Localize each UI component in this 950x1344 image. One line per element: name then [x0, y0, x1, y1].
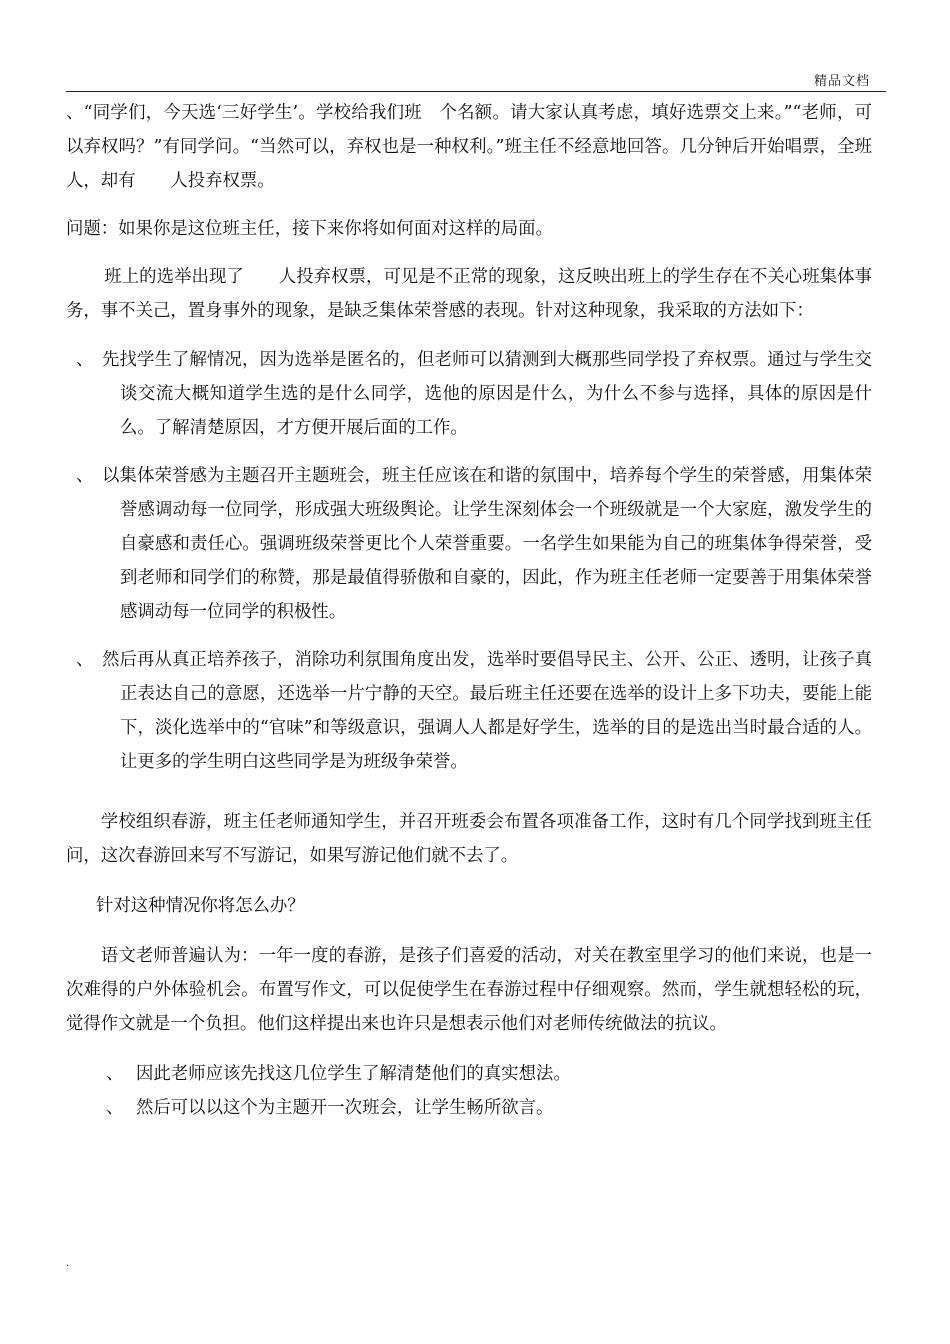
paragraph-answer-2: 语文老师普遍认为：一年一度的春游，是孩子们喜爱的活动，对关在教室里学习的他们来说，也是一次难得的户外体验机会。布置写作文，可以促使学生在春游过程中仔细观察。然而，学生就想轻松的玩，觉得作文就是一个负担。他们这样提出来也许只是想表示他们对老师传统做法的抗议。 — [66, 946, 872, 1034]
paragraph-spring-trip: 学校组织春游，班主任老师通知学生，并召开班委会布置各项准备工作，这时有几个同学找到班主任 问，这次春游回来写不写游记，如果写游记他们就不去了。 — [66, 812, 890, 866]
list-item — [66, 643, 872, 779]
paragraph-intro: 班上的选举出现了 人投弃权票，可见是不正常的现象，这反映出班上的学生存在不关心班集体事务，事不关己，置身事外的现象，是缺乏集体荣誉感的表现。针对这种现象，我采取的方法如下： — [66, 267, 872, 321]
action-list — [66, 1057, 872, 1125]
paragraph-question: 问题：如果你是这位班主任，接下来你将如何面对这样的局面。 — [66, 219, 553, 239]
list-item — [106, 1091, 872, 1125]
header-label: 精品文档 — [813, 74, 870, 89]
list-marker: 、 — [76, 350, 94, 370]
list-marker: 、 — [76, 466, 94, 486]
footer-mark: . — [66, 1258, 70, 1269]
list-item-text: 因此老师应该先找这几位学生了解清楚他们的真实想法。 — [136, 1064, 571, 1084]
list-item — [66, 459, 872, 629]
list-item — [66, 343, 872, 445]
list-item-text: 然后可以以这个为主题开一次班会，让学生畅所欲言。 — [136, 1098, 554, 1118]
list-item-text: 以集体荣誉感为主题召开主题班会，班主任应该在和谐的氛围中，培养每个学生的荣誉感，用集体荣誉感调动每一位同学，形成强大班级舆论。让学生深刻体会一个班级就是一个大家庭，激发学生的自豪感和责任心。强调班级荣誉更比个人荣誉重要。一名学生如果能为自己的班集体争得荣誉，受到老师和同学们的称赞，那是最值得骄傲和自豪的，因此，作为班主任老师一定要善于用集体荣誉感调动每一位同学的积极性。 — [102, 466, 872, 622]
header-rule — [66, 91, 886, 92]
document-body — [66, 96, 907, 1125]
list-item — [106, 1057, 872, 1091]
paragraph-scenario: 、“同学们，今天选‘三好学生’。学校给我们班 个名额。请大家认真考虑，填好选票交上来。”“老师，可以弃权吗？”有同学问。“当然可以，弃权也是一种权利。”班主任不经意地回答。几分钟后开始唱票，全班 人，却有 人投弃权票。 — [66, 103, 907, 191]
paragraph-question-2: 针对这种情况你将怎么办？ — [96, 896, 305, 916]
list-marker: 、 — [76, 650, 94, 670]
list-marker: 、 — [106, 1098, 124, 1118]
list-marker: 、 — [106, 1064, 124, 1084]
list-item-text: 先找学生了解情况，因为选举是匿名的，但老师可以猜测到大概那些同学投了弃权票。通过与学生交谈交流大概知道学生选的是什么同学，选他的原因是什么，为什么不参与选择，具体的原因是什么。了解清楚原因，才方便开展后面的工作。 — [102, 350, 872, 438]
list-item-text: 然后再从真正培养孩子，消除功利氛围角度出发，选举时要倡导民主、公开、公正、透明，让孩子真正表达自己的意愿，还选举一片宁静的天空。最后班主任还要在选举的设计上多下功夫，要能上能下，淡化选举中的“官味”和等级意识，强调人人都是好学生，选举的目的是选出当时最合适的人。让更多的学生明白这些同学是为班级争荣誉。 — [102, 650, 872, 772]
